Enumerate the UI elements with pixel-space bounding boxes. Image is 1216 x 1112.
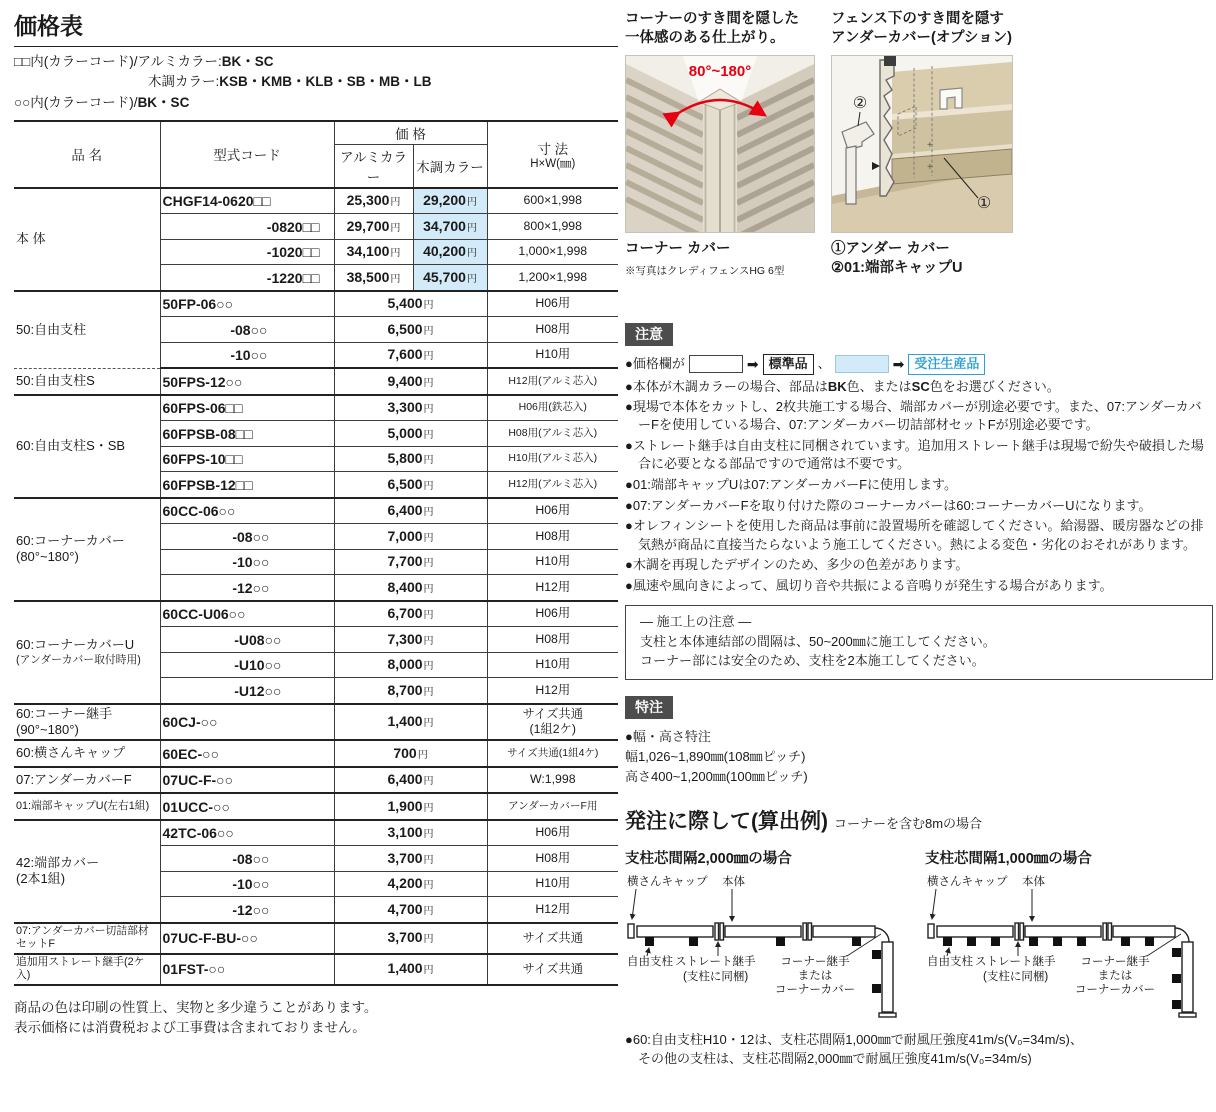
dimensions-cell: H10用 — [487, 652, 618, 678]
construction-note-title: ― 施工上の注意 ― — [640, 614, 752, 630]
price-cell: 7,700円 — [334, 549, 487, 575]
col-header-price: 価 格 — [334, 121, 487, 145]
model-code-cell: -1220□□ — [160, 265, 334, 291]
legend-codes: BK・SC — [137, 94, 190, 110]
svg-text:本体: 本体 — [1022, 875, 1045, 888]
product-name-cell: 07:アンダーカバーF — [14, 767, 160, 794]
special-order-section — [625, 696, 1213, 787]
dimensions-cell: サイズ共通 — [487, 954, 618, 985]
col-header-wood-color: 木調カラー — [413, 144, 487, 188]
standard-product-tag: 標準品 — [763, 354, 814, 375]
price-cell: 3,300円 — [334, 395, 487, 421]
notice-bullet: ●07:アンダーカバーFを取り付けた際のコーナーカバーは60:コーナーカバーUになります。 — [625, 497, 1152, 513]
corner-cover-figure — [625, 10, 815, 279]
dimensions-cell: H10用 — [487, 342, 618, 368]
notice-bullet: ●ストレート継手は自由支柱に同梱されています。追加用ストレート継手は現場で紛失や破損した場合に必要となる部品ですので通常は不要です。 — [625, 438, 1204, 472]
made-to-order-swatch — [835, 355, 889, 373]
dimensions-cell: H08用(アルミ芯入) — [487, 421, 618, 447]
price-cell: 34,700円 — [413, 214, 487, 240]
model-code-cell: 60CJ-○○ — [160, 704, 334, 741]
price-cell: 4,200円 — [334, 871, 487, 897]
table-row — [14, 923, 618, 954]
dimensions-cell: W:1,998 — [487, 767, 618, 794]
special-order-badge: 特注 — [625, 696, 673, 719]
model-code-cell: 60CC-U06○○ — [160, 601, 334, 627]
price-cell: 34,100円 — [334, 239, 413, 265]
table-row — [14, 291, 618, 317]
table-row — [14, 368, 618, 395]
notice-badge: 注意 — [625, 323, 673, 346]
legend-line-parts — [14, 93, 618, 113]
legend-separator: 、 — [817, 356, 831, 372]
dimensions-cell: サイズ共通 (1組2ケ) — [487, 704, 618, 741]
price-cell: 5,800円 — [334, 446, 487, 472]
table-footnotes — [14, 998, 618, 1039]
price-cell: 45,700円 — [413, 265, 487, 291]
price-cell: 8,700円 — [334, 678, 487, 704]
notice-bullet: ●木調を再現したデザインのため、多少の色差があります。 — [625, 557, 969, 573]
dimensions-cell: H08用 — [487, 846, 618, 872]
dimensions-cell: H06用 — [487, 291, 618, 317]
special-order-line: 高さ400~1,200㎜(100㎜ピッチ) — [625, 768, 808, 784]
svg-text:本体: 本体 — [722, 875, 745, 888]
layout-diagram-1000 — [925, 872, 1213, 1022]
order-example-title: 発注に際して(算出例) — [625, 809, 828, 833]
svg-text:ストレート継手: ストレート継手 — [675, 955, 756, 968]
dimensions-cell: H10用 — [487, 549, 618, 575]
legend-line-wood — [148, 72, 618, 92]
under-cover-image — [831, 55, 1013, 233]
svg-text:+: + — [927, 139, 933, 151]
special-order-lines — [625, 727, 1213, 787]
dimensions-cell: 800×1,998 — [487, 214, 618, 240]
notice-bullet: ●01:端部キャップUは07:アンダーカバーFに使用します。 — [625, 476, 957, 492]
price-cell: 5,000円 — [334, 421, 487, 447]
under-cover-figure — [831, 10, 1013, 279]
notice-bullet: ●オレフィンシートを使用した商品は事前に設置場所を確認してください。給湯器、暖房器などの排気熱が商品に直接当たらないよう施工してください。熱による変色・劣化のおそれがあります。 — [625, 518, 1204, 552]
svg-text:ストレート継手: ストレート継手 — [975, 955, 1056, 968]
callout-2: ② — [852, 94, 868, 112]
model-code-cell: 42TC-06○○ — [160, 820, 334, 846]
table-row — [14, 188, 618, 214]
svg-text:横さんキャップ: 横さんキャップ — [627, 875, 708, 888]
model-code-cell: CHGF14-0620□□ — [160, 188, 334, 214]
price-table — [14, 120, 618, 986]
price-cell: 7,000円 — [334, 524, 487, 550]
dimensions-unit: H×W(㎜) — [530, 157, 576, 170]
price-cell: 38,500円 — [334, 265, 413, 291]
dimensions-cell: H10用 — [487, 871, 618, 897]
info-section — [625, 10, 1213, 1069]
dimensions-label: 寸 法 — [537, 141, 569, 157]
price-cell: 700円 — [334, 740, 487, 767]
under-cover-illustration — [832, 56, 1012, 232]
dimensions-cell: H06用(鉄芯入) — [487, 395, 618, 421]
angle-range-label: 80°~180° — [688, 62, 752, 80]
model-code-cell: -U12○○ — [160, 678, 334, 704]
wind-resistance-notes — [625, 1031, 1213, 1069]
dimensions-cell: 1,000×1,998 — [487, 239, 618, 265]
under-cover-title: フェンス下のすき間を隠す アンダーカバー(オプション) — [831, 11, 1012, 46]
price-cell: 1,900円 — [334, 793, 487, 820]
standard-price-swatch — [689, 355, 743, 373]
dimensions-cell: H12用 — [487, 575, 618, 601]
dimensions-cell: H06用 — [487, 601, 618, 627]
made-to-order-tag: 受注生産品 — [908, 354, 985, 375]
price-cell: 8,400円 — [334, 575, 487, 601]
notice-bullet: ●風速や風向きによって、風切り音や共振による音鳴りが発生する場合があります。 — [625, 577, 1113, 593]
dimensions-cell: H06用 — [487, 498, 618, 524]
table-header-row-1 — [14, 121, 618, 145]
price-cell: 6,400円 — [334, 498, 487, 524]
table-row — [14, 704, 618, 741]
model-code-cell: 60FPSB-12□□ — [160, 472, 334, 498]
svg-text:横さんキャップ: 横さんキャップ — [927, 875, 1008, 888]
legend-codes: KSB・KMB・KLB・SB・MB・LB — [219, 74, 432, 90]
price-cell: 9,400円 — [334, 368, 487, 395]
table-row — [14, 954, 618, 985]
price-cell: 1,400円 — [334, 954, 487, 985]
table-row — [14, 740, 618, 767]
svg-text:+: + — [927, 161, 933, 173]
dimensions-cell: 1,200×1,998 — [487, 265, 618, 291]
price-cell: 29,200円 — [413, 188, 487, 214]
legend-line-alumi — [14, 52, 618, 72]
wind-note-line: その他の支柱は、支柱芯間隔2,000㎜で耐風圧強度41m/s(V₀=34m/s) — [638, 1050, 1032, 1066]
construction-note-box — [625, 605, 1213, 680]
model-code-cell: 60FPS-06□□ — [160, 395, 334, 421]
model-code-cell: -10○○ — [160, 549, 334, 575]
under-cover-caption: ①アンダー カバー ②01:端部キャップU — [831, 240, 963, 277]
dimensions-cell: アンダーカバーF用 — [487, 793, 618, 820]
table-row — [14, 395, 618, 421]
dimensions-cell: H08用 — [487, 627, 618, 653]
product-name-cell: 50:自由支柱S — [14, 368, 160, 395]
notice-list — [625, 354, 1213, 595]
model-code-cell: -08○○ — [160, 846, 334, 872]
arrow-icon: ➡ — [892, 355, 905, 372]
product-name-cell: 追加用ストレート継手(2ケ入) — [14, 954, 160, 985]
dimensions-cell: H10用(アルミ芯入) — [487, 446, 618, 472]
product-figures — [625, 10, 1213, 279]
col-header-product-name: 品 名 — [14, 121, 160, 188]
model-code-cell: 07UC-F-○○ — [160, 767, 334, 794]
price-cell: 6,400円 — [334, 767, 487, 794]
table-row — [14, 820, 618, 846]
price-list-section — [14, 8, 618, 1038]
wind-note-line: ●60:自由支柱H10・12は、支柱芯間隔1,000㎜で耐風圧強度41m/s(V₀=34m/s)、 — [625, 1031, 1083, 1047]
color-code-legend — [14, 52, 618, 113]
price-cell: 3,700円 — [334, 923, 487, 954]
legend-codes: BK・SC — [221, 54, 274, 69]
model-code-cell: -1020□□ — [160, 239, 334, 265]
order-example-subtitle: コーナーを含む8mの場合 — [834, 815, 983, 831]
price-cell: 1,400円 — [334, 704, 487, 741]
model-code-cell: -08○○ — [160, 317, 334, 343]
product-name-cell: 60:自由支柱S・SB — [14, 395, 160, 498]
svg-text:または: または — [797, 969, 833, 982]
price-cell: 4,700円 — [334, 897, 487, 923]
model-code-cell: -10○○ — [160, 871, 334, 897]
order-case-1000 — [925, 847, 1213, 1025]
dimensions-cell: 600×1,998 — [487, 188, 618, 214]
model-code-cell: -U10○○ — [160, 652, 334, 678]
posts — [943, 937, 1181, 1009]
model-code-cell: 07UC-F-BU-○○ — [160, 923, 334, 954]
product-name-cell: 01:端部キャップU(左右1組) — [14, 793, 160, 820]
legend-text: 木調カラー: — [148, 74, 220, 90]
footnote-line: 表示価格には消費税および工事費は含まれておりません。 — [14, 1019, 366, 1035]
construction-note-line: コーナー部には安全のため、支柱を2本施工してください。 — [640, 653, 985, 669]
order-example-section — [625, 805, 1213, 1069]
corner-cover-illustration — [626, 56, 814, 232]
svg-text:または: または — [1097, 969, 1133, 982]
model-code-cell: -10○○ — [160, 342, 334, 368]
price-cell: 8,000円 — [334, 652, 487, 678]
price-cell: 3,100円 — [334, 820, 487, 846]
table-row — [14, 793, 618, 820]
notice-bullet: ●現場で本体をカットし、2枚共施工する場合、端部カバーが別途必要です。また、07:アンダーカバーFを使用している場合、07:アンダーカバー切詰部材セットFが別途必要です。 — [625, 399, 1202, 433]
svg-text:自由支柱: 自由支柱 — [927, 955, 973, 968]
notice-section — [625, 323, 1213, 595]
footnote-line: 商品の色は印刷の性質上、実物と多少違うことがあります。 — [14, 999, 378, 1015]
price-cell: 7,600円 — [334, 342, 487, 368]
svg-text:コーナー継手: コーナー継手 — [1080, 955, 1150, 968]
layout-diagram-2000 — [625, 872, 913, 1022]
product-name-cell: 本 体 — [14, 188, 160, 291]
dimensions-cell: H06用 — [487, 820, 618, 846]
product-name-cell: 07:アンダーカバー切詰部材セットF — [14, 923, 160, 954]
order-case-title: 支柱芯間隔1,000㎜の場合 — [925, 850, 1092, 867]
product-name-cell: 50:自由支柱 — [14, 291, 160, 369]
corner-cover-note: ※写真はクレディフェンスHG 6型 — [625, 265, 785, 278]
arrow-icon: ➡ — [746, 355, 759, 372]
special-order-line: ●幅・高さ特注 — [625, 728, 711, 744]
svg-text:自由支柱: 自由支柱 — [627, 955, 673, 968]
corner-cover-image — [625, 55, 815, 233]
price-cell: 5,400円 — [334, 291, 487, 317]
svg-text:(支柱に同梱): (支柱に同梱) — [983, 970, 1049, 983]
model-code-cell: 01FST-○○ — [160, 954, 334, 985]
table-row — [14, 498, 618, 524]
order-case-title: 支柱芯間隔2,000㎜の場合 — [625, 850, 792, 867]
model-code-cell: -08○○ — [160, 524, 334, 550]
product-name-cell: 60:横さんキャップ — [14, 740, 160, 767]
price-cell: 6,500円 — [334, 472, 487, 498]
price-cell-legend — [625, 354, 1213, 375]
col-header-alumi-color: アルミカラー — [334, 144, 413, 188]
model-code-cell: 60FPS-10□□ — [160, 446, 334, 472]
model-code-cell: -0820□□ — [160, 214, 334, 240]
price-cell: 25,300円 — [334, 188, 413, 214]
corner-cover-caption: コーナー カバー — [625, 240, 731, 257]
model-code-cell: -12○○ — [160, 897, 334, 923]
model-code-cell: 60FPSB-08□□ — [160, 421, 334, 447]
notice-bullet: ●本体が木調カラーの場合、部品はBK色、またはSC色をお選びください。 — [625, 378, 1060, 394]
product-name-cell: 60:コーナーカバー (80°~180°) — [14, 498, 160, 601]
svg-text:コーナーカバー: コーナーカバー — [774, 983, 856, 996]
dimensions-cell: H12用 — [487, 897, 618, 923]
product-name-cell: 60:コーナーカバーU (アンダーカバー取付時用) — [14, 601, 160, 704]
product-name-cell: 42:端部カバー (2本1組) — [14, 820, 160, 923]
legend-text: □□内(カラーコード)/アルミカラー: — [14, 54, 222, 69]
price-cell: 29,700円 — [334, 214, 413, 240]
corner-cover-title: コーナーのすき間を隠した 一体感のある仕上がり。 — [625, 11, 799, 46]
construction-note-line: 支柱と本体連結部の間隔は、50~200㎜に施工してください。 — [640, 633, 996, 649]
model-code-cell: -12○○ — [160, 575, 334, 601]
model-code-cell: 50FPS-12○○ — [160, 368, 334, 395]
svg-text:コーナー継手: コーナー継手 — [780, 955, 850, 968]
order-case-2000 — [625, 847, 913, 1025]
callout-1: ① — [976, 194, 992, 212]
svg-text:(支柱に同梱): (支柱に同梱) — [683, 970, 749, 983]
dimensions-cell: H12用(アルミ芯入) — [487, 368, 618, 395]
price-cell: 7,300円 — [334, 627, 487, 653]
model-code-cell: 60CC-06○○ — [160, 498, 334, 524]
col-header-dimensions — [487, 121, 618, 188]
product-name-cell: 60:コーナー継手 (90°~180°) — [14, 704, 160, 741]
dimensions-cell: H12用(アルミ芯入) — [487, 472, 618, 498]
dimensions-cell: サイズ共通 — [487, 923, 618, 954]
dimensions-cell: H12用 — [487, 678, 618, 704]
svg-text:コーナーカバー: コーナーカバー — [1074, 983, 1156, 996]
table-row — [14, 601, 618, 627]
price-cell: 3,700円 — [334, 846, 487, 872]
model-code-cell: 01UCC-○○ — [160, 793, 334, 820]
page-title: 価格表 — [14, 8, 618, 47]
special-order-line: 幅1,026~1,890㎜(108㎜ピッチ) — [625, 748, 806, 764]
table-row — [14, 767, 618, 794]
model-code-cell: 50FP-06○○ — [160, 291, 334, 317]
dimensions-cell: サイズ共通(1組4ケ) — [487, 740, 618, 767]
legend-prefix: ●価格欄が — [625, 356, 685, 372]
dimensions-cell: H08用 — [487, 317, 618, 343]
dimensions-cell: H08用 — [487, 524, 618, 550]
price-cell: 6,500円 — [334, 317, 487, 343]
price-cell: 40,200円 — [413, 239, 487, 265]
price-cell: 6,700円 — [334, 601, 487, 627]
model-code-cell: 60EC-○○ — [160, 740, 334, 767]
col-header-model-code: 型式コード — [160, 121, 334, 188]
legend-text: ○○内(カラーコード)/ — [14, 94, 138, 110]
model-code-cell: -U08○○ — [160, 627, 334, 653]
